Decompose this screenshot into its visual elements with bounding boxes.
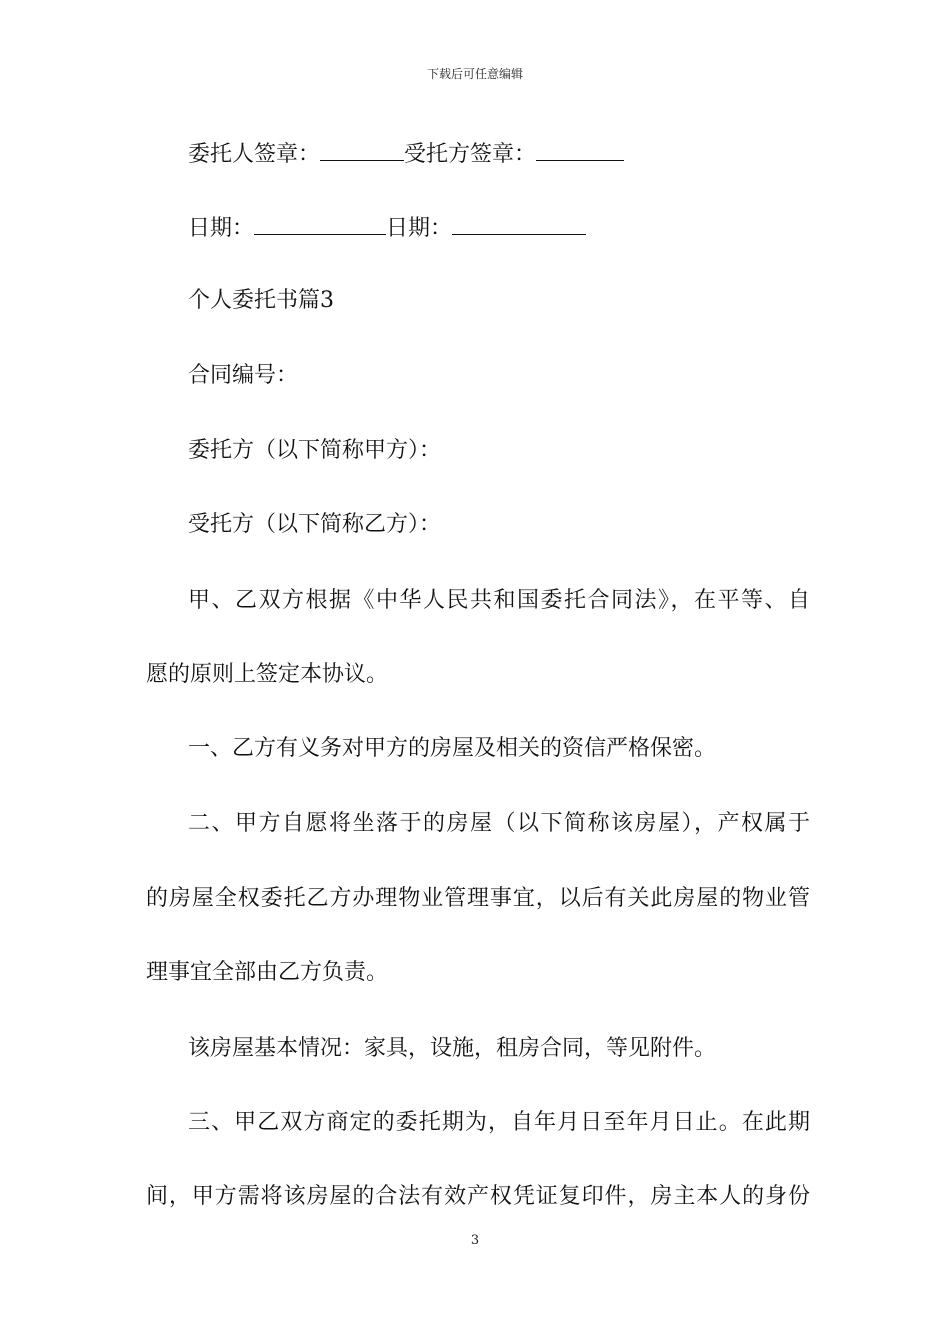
paragraph-1-line-2: 愿的原则上签定本协议。 — [146, 662, 389, 687]
page-number: 3 — [470, 1233, 480, 1248]
paragraph-3-line-3: 理事宜全部由乙方负责。 — [146, 960, 389, 985]
party-a: 委托方（以下简称甲方）： — [188, 438, 442, 463]
trustee-signature-blank — [536, 138, 624, 161]
paragraph-3-line-1: 二、甲方自愿将坐落于的房屋（以下简称该房屋），产权属于 — [188, 811, 810, 836]
trustee-signature-label: 受托方签章： — [404, 142, 537, 167]
paragraph-5-line-1: 三、甲乙双方商定的委托期为，自年月日至年月日止。在此期 — [188, 1110, 810, 1135]
party-b: 受托方（以下简称乙方）： — [188, 512, 442, 537]
signature-line — [188, 138, 810, 170]
paragraph-1-line-1: 甲、乙双方根据《中华人民共和国委托合同法》，在平等、自 — [188, 588, 810, 613]
paragraph-3-line-2: 的房屋全权委托乙方办理物业管理事宜，以后有关此房屋的物业管 — [146, 886, 810, 911]
page-header: 下载后可任意编辑 — [426, 67, 523, 81]
contract-number: 合同编号： — [188, 363, 299, 388]
date-blank-1 — [254, 212, 386, 235]
date-line — [188, 212, 810, 244]
paragraph-5-line-2: 间，甲方需将该房屋的合法有效产权凭证复印件，房主本人的身份 — [146, 1184, 810, 1209]
date-label-2: 日期： — [386, 216, 453, 241]
delegator-signature-blank — [320, 138, 404, 161]
paragraph-2: 一、乙方有义务对甲方的房屋及相关的资信严格保密。 — [188, 736, 717, 761]
section-title: 个人委托书篇3 — [188, 288, 334, 313]
delegator-signature-label: 委托人签章： — [188, 142, 321, 167]
date-label-1: 日期： — [188, 216, 255, 241]
date-blank-2 — [452, 212, 586, 235]
paragraph-4: 该房屋基本情况：家具，设施，租房合同，等见附件。 — [188, 1036, 717, 1061]
